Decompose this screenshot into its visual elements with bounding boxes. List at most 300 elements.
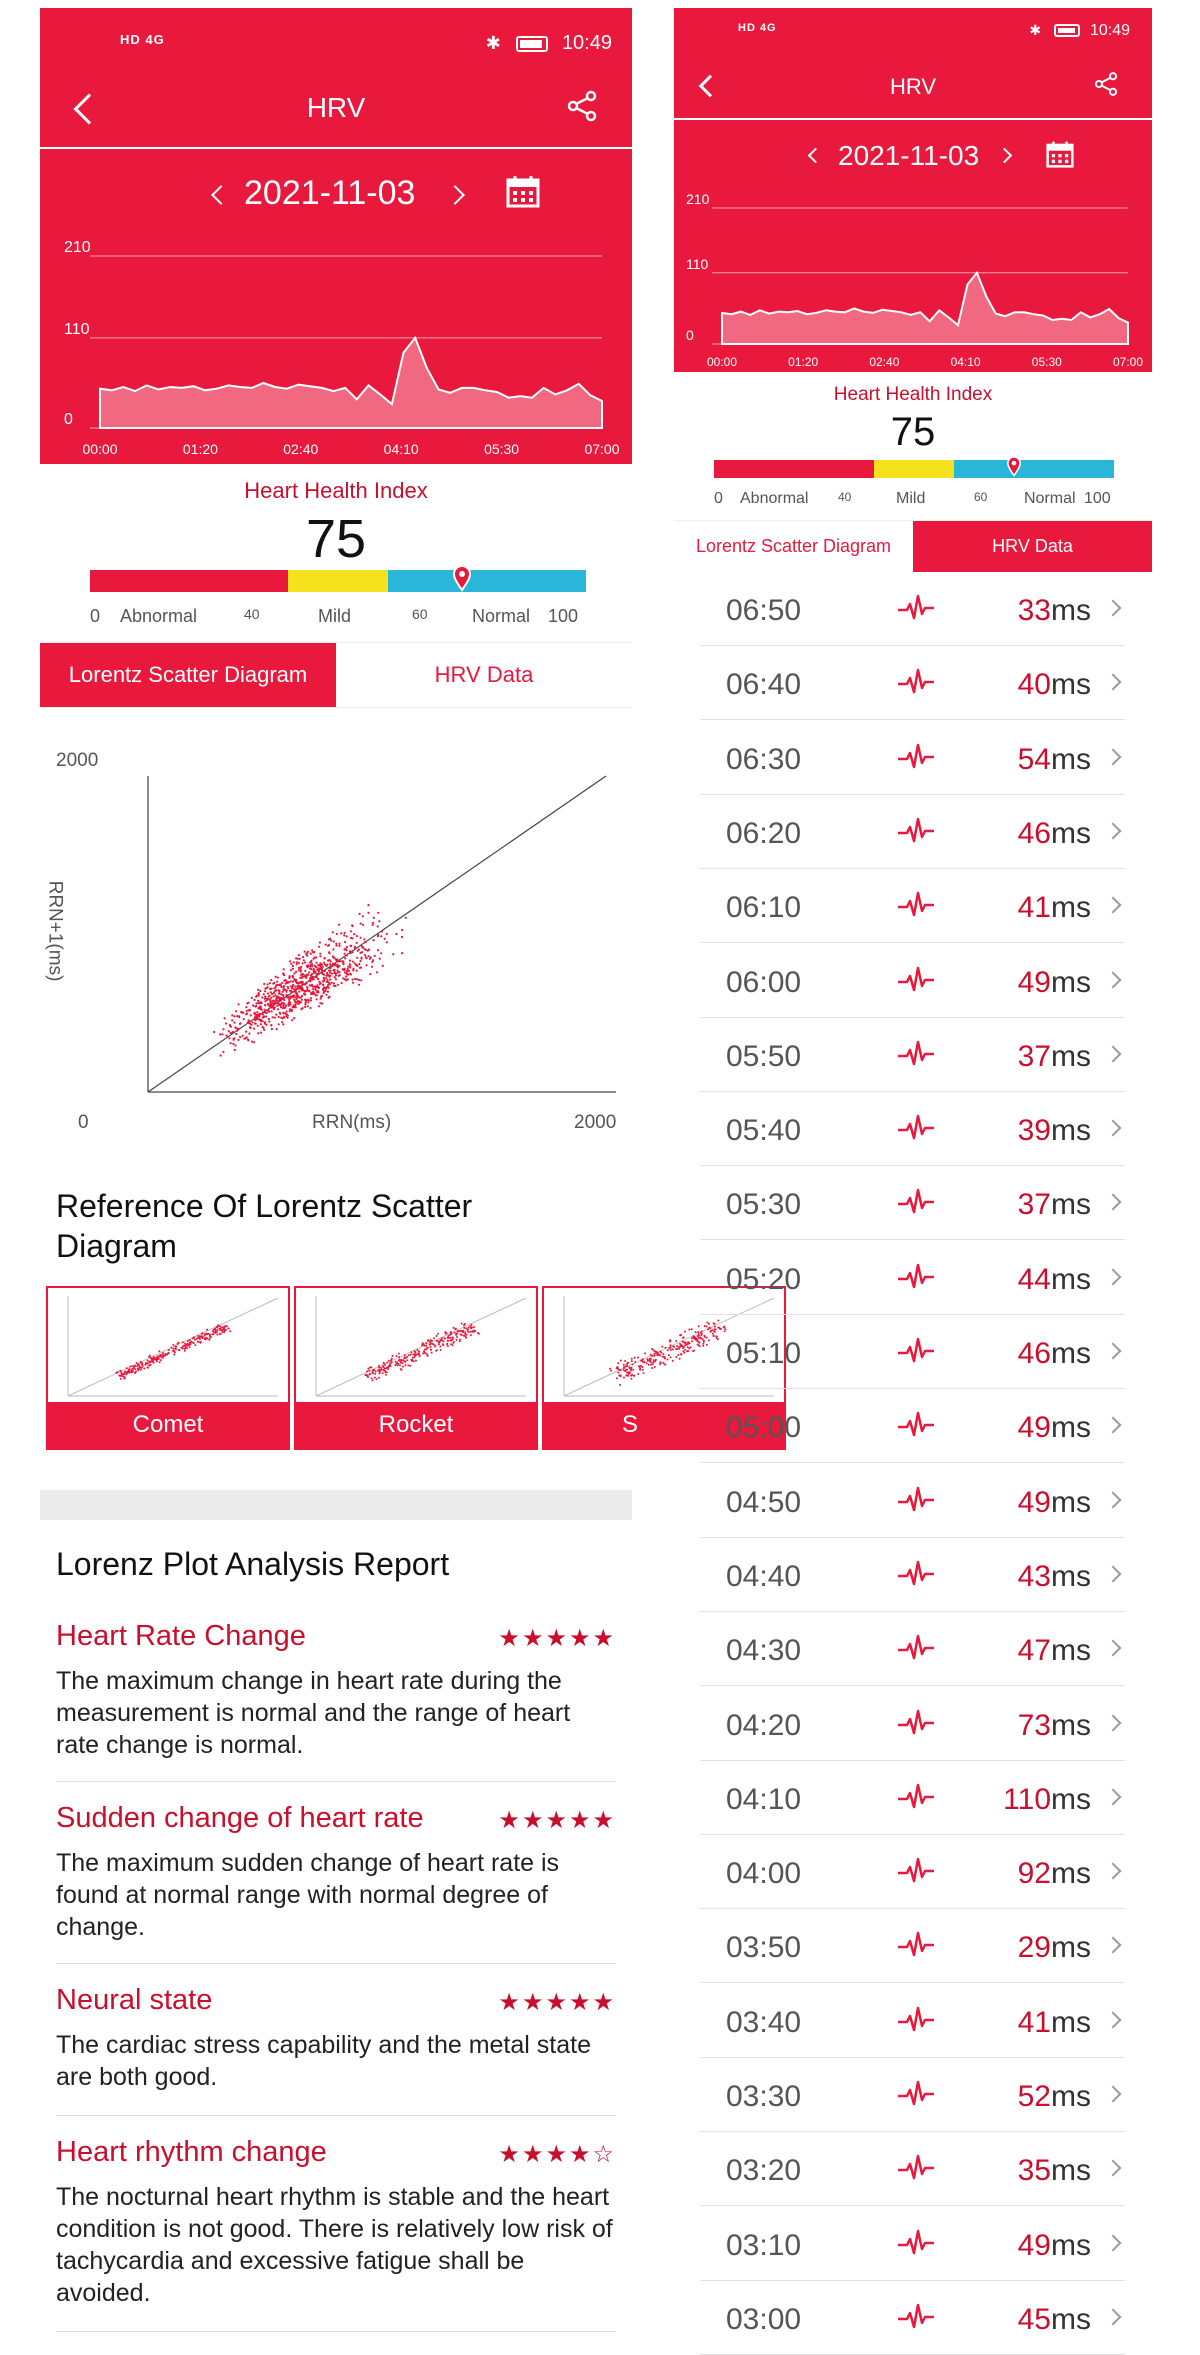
chevron-right-icon [1105,2086,1122,2103]
scatter-point [255,996,257,998]
scatter-point [269,982,271,984]
scatter-point [289,960,291,962]
pattern-point [624,1360,626,1362]
scatter-point [299,958,301,960]
scatter-point [271,1002,273,1004]
scatter-point [307,1001,309,1003]
report-item-title: Heart Rate Change [56,1620,306,1652]
scatter-point [284,1012,286,1014]
report-item-title: Heart rhythm change [56,2136,327,2168]
pattern-point [202,1332,204,1334]
prev-date-button[interactable] [804,144,828,168]
hrv-data-row[interactable] [700,1835,1125,1909]
pattern-point [390,1359,392,1361]
tab-lorentz-scatter[interactable]: Lorentz Scatter Diagram [674,521,913,572]
row-value-unit: ms [1051,1559,1091,1593]
pattern-point [216,1334,218,1336]
scatter-point [251,997,253,999]
pattern-point [185,1345,187,1347]
scatter-point [246,1012,248,1014]
chevron-right-icon [1105,600,1122,617]
report-item [56,1802,616,1964]
scatter-point [344,957,346,959]
scatter-point [253,1012,255,1014]
scatter-point [312,986,314,988]
scatter-point [367,904,369,906]
scatter-point [341,982,343,984]
pattern-point [171,1347,173,1349]
scatter-point [270,997,272,999]
hrv-data-row[interactable] [700,944,1125,1018]
pattern-point [206,1333,208,1335]
pattern-point [185,1344,187,1346]
row-value-number: 73 [1017,1708,1051,1742]
hrv-data-row[interactable] [700,1464,1125,1538]
pattern-point [215,1331,217,1333]
scatter-point [317,978,319,980]
row-time: 06:40 [726,668,802,702]
scatter-point [292,981,294,983]
scatter-point [309,961,311,963]
scatter-point [378,920,380,922]
chevron-right-icon [1105,1863,1122,1880]
hrv-data-row[interactable] [700,1092,1125,1166]
report-item-title: Neural state [56,1984,213,2016]
scatter-point [231,1014,233,1016]
status-bar [674,0,1152,80]
pattern-point [388,1360,390,1362]
pattern-point [129,1366,131,1368]
scatter-point [337,960,339,962]
pattern-point [444,1338,446,1340]
pattern-point [417,1349,419,1351]
scatter-point [345,975,347,977]
scatter-point [304,1003,306,1005]
pattern-point [435,1350,437,1352]
scatter-point [298,962,300,964]
report-item-text: The maximum sudden change of heart rate is found at normal range with normal degree of change. [56,1849,560,1941]
scatter-point [336,964,338,966]
scatter-point [307,973,309,975]
row-value-unit: ms [1051,816,1091,850]
hrv-data-row[interactable] [700,1612,1125,1686]
scatter-point [315,976,317,978]
prev-date-button[interactable] [206,180,236,210]
scatter-point [349,945,351,947]
pattern-point [407,1364,409,1366]
scatter-point [401,929,403,931]
heartbeat-icon [898,1263,934,1293]
scatter-point [297,985,299,987]
scatter-point [285,983,287,985]
row-value-number: 29 [1017,1931,1051,1965]
row-value-unit: ms [1051,1782,1091,1816]
pattern-point [200,1342,202,1344]
pattern-point [459,1339,461,1341]
pattern-point [450,1339,452,1341]
scatter-point [320,998,322,1000]
pattern-point [197,1337,199,1339]
tab-hrv-data[interactable]: HRV Data [336,643,632,707]
scatter-point [230,1042,232,1044]
row-value-number: 47 [1017,1634,1051,1668]
scatter-point [314,965,316,967]
scatter-point [283,980,285,982]
share-button[interactable] [564,88,600,124]
share-icon [1092,70,1120,98]
scatter-point [282,1007,284,1009]
pattern-point [164,1354,166,1356]
pattern-point [140,1369,142,1371]
page-title: HRV [306,92,366,123]
pattern-point [639,1368,641,1370]
pattern-point [184,1350,186,1352]
scale-label-100: 100 [1084,490,1111,507]
row-value-unit: ms [1051,2080,1091,2113]
scatter-point [342,960,344,962]
pattern-point [661,1346,663,1348]
heartbeat-icon [898,743,934,773]
scatter-y-label: RRN+1(ms) [44,880,66,982]
pattern-point [119,1375,121,1377]
hrv-data-row[interactable] [700,646,1125,720]
scatter-origin: 0 [78,1112,89,1133]
scatter-point [255,1023,257,1025]
scatter-point [248,1009,250,1011]
hrv-data-row[interactable] [700,1241,1125,1315]
row-time: 05:10 [726,1337,802,1370]
pattern-point [141,1367,143,1369]
row-value-unit: ms [1051,1485,1091,1519]
scatter-point [329,967,331,969]
pattern-point [127,1372,129,1374]
pattern-point [366,1370,368,1372]
pattern-point [433,1337,435,1339]
row-value [1018,966,1091,1000]
scatter-point [343,968,345,970]
scatter-point [263,993,265,995]
scatter-point [316,998,318,1000]
scatter-point [286,996,288,998]
scatter-point [235,1010,237,1012]
reference-card-label: S [544,1402,784,1448]
pattern-point [650,1361,652,1363]
hrv-data-row[interactable] [700,1761,1125,1835]
row-time: 05:20 [726,1262,802,1296]
pattern-point [415,1360,417,1362]
hrv-data-row[interactable] [700,1018,1125,1092]
pattern-point [455,1328,457,1330]
hrv-data-row[interactable] [700,2132,1125,2206]
scatter-point [242,1011,244,1013]
hrv-data-row[interactable] [700,1909,1125,1983]
hrv-data-row[interactable] [700,1389,1125,1463]
heartbeat-icon [898,1783,934,1813]
scatter-point [354,947,356,949]
pattern-point [461,1334,463,1336]
row-value [1018,2229,1091,2263]
hrv-data-row[interactable] [700,1166,1125,1240]
pattern-point [457,1330,459,1332]
pattern-point [643,1361,645,1363]
pattern-point [436,1335,438,1337]
scatter-point [309,980,311,982]
scatter-point [319,941,321,943]
row-value [1018,1263,1091,1297]
scatter-point [334,976,336,978]
pattern-point [455,1333,457,1335]
pattern-point [124,1371,126,1373]
scatter-point [291,1009,293,1011]
pattern-point [150,1364,152,1366]
scatter-point [309,1007,311,1009]
pattern-point [654,1366,656,1368]
scatter-point [276,981,278,983]
scatter-point [298,969,300,971]
scatter-point [269,1005,271,1007]
tab-lorentz-scatter[interactable]: Lorentz Scatter Diagram [40,643,336,707]
scatter-point [336,933,338,935]
scatter-point [302,956,304,958]
pattern-point [177,1343,179,1345]
scatter-point [280,986,282,988]
pattern-point [450,1343,452,1345]
pattern-point [669,1341,671,1343]
pattern-point [136,1362,138,1364]
pattern-point [219,1333,221,1335]
hrv-data-row[interactable] [700,1315,1125,1389]
hrv-data-row[interactable] [700,1984,1125,2058]
tab-hrv-data[interactable]: HRV Data [913,521,1152,572]
hrv-data-row[interactable] [700,2058,1125,2132]
reference-carousel[interactable] [46,1286,638,1452]
hrv-data-row[interactable] [700,572,1125,646]
pattern-point [610,1370,612,1372]
pattern-point [630,1368,632,1370]
pattern-point [619,1384,621,1386]
hrv-data-row[interactable] [700,1687,1125,1761]
header-divider [674,118,1152,120]
scatter-point [304,994,306,996]
scatter-point [257,1025,259,1027]
pattern-point [189,1346,191,1348]
scatter-point [338,945,340,947]
scale-label-60: 60 [974,490,988,504]
heartbeat-icon [898,1560,934,1590]
scatter-point [272,1016,274,1018]
scatter-point [327,979,329,981]
scatter-point [323,962,325,964]
scatter-point [293,972,295,974]
date-label[interactable]: 2021-11-03 [838,140,980,171]
scatter-point [347,968,349,970]
scatter-point [262,1020,264,1022]
hrv-data-row[interactable] [700,795,1125,869]
scatter-point [379,958,381,960]
row-time: 04:30 [726,1634,802,1668]
scatter-point [335,974,337,976]
pattern-point [186,1347,188,1349]
heartbeat-icon [898,2154,934,2184]
pattern-point [609,1368,611,1370]
scatter-point [381,930,383,932]
pattern-point [668,1354,670,1356]
scatter-point [276,1028,278,1030]
scatter-point [342,962,344,964]
row-value [1018,2154,1091,2188]
scatter-point [221,1033,223,1035]
row-value [1018,1931,1091,1965]
hrv-data-row[interactable] [700,2207,1125,2281]
scatter-point [307,951,309,953]
scatter-point [257,989,259,991]
pattern-point [446,1343,448,1345]
pattern-point [187,1340,189,1342]
scatter-point [333,985,335,987]
scatter-point [350,930,352,932]
row-value-number: 43 [1017,1559,1051,1593]
scatter-point [312,976,314,978]
hrv-data-row[interactable] [700,2281,1125,2355]
row-value-unit: ms [1051,1188,1091,1222]
status-time: ✱ 10:49 [1029,22,1130,39]
scatter-point [346,954,348,956]
row-value-unit: ms [1051,1039,1091,1073]
pattern-point [384,1364,386,1366]
scatter-points [213,904,407,1057]
y-tick-label: 0 [686,327,694,343]
health-index-value: 75 [890,410,936,454]
pattern-point [425,1352,427,1354]
pattern-point [167,1353,169,1355]
scatter-point [291,1019,293,1021]
pattern-point [447,1336,449,1338]
scatter-point [253,999,255,1001]
scatter-point [250,1027,252,1029]
heartbeat-icon [898,1188,934,1218]
pattern-point [180,1347,182,1349]
scatter-point [320,963,322,965]
scatter-point [326,972,328,974]
row-value-unit: ms [1051,965,1091,999]
scatter-point [331,965,333,967]
scatter-point [290,963,292,965]
pattern-point [144,1364,146,1366]
scatter-point [365,949,367,951]
scatter-point [352,961,354,963]
heartbeat-icon [898,1114,934,1144]
pattern-point [663,1362,665,1364]
scatter-point [273,1008,275,1010]
pattern-point [406,1356,408,1358]
pattern-point [425,1342,427,1344]
chevron-left-icon [808,148,824,164]
pattern-point [623,1366,625,1368]
pattern-point [217,1324,219,1326]
heartbeat-icon [898,966,934,996]
chevron-right-icon [1105,2234,1122,2251]
scatter-point [344,972,346,974]
row-time: 06:50 [726,594,802,627]
next-date-button[interactable] [996,144,1020,168]
scatter-point [277,977,279,979]
calendar-button[interactable] [506,174,540,208]
date-label[interactable]: 2021-11-03 [244,174,416,212]
x-tick-label: 07:00 [1112,355,1144,369]
pattern-point [386,1371,388,1373]
scatter-point [234,1015,236,1017]
pattern-point [228,1328,230,1330]
pattern-point [434,1346,436,1348]
scatter-point [343,934,345,936]
scatter-point [308,971,310,973]
hrv-data-row[interactable] [700,869,1125,943]
scatter-point [233,1022,235,1024]
scatter-point [282,988,284,990]
row-value-unit: ms [1051,1931,1091,1965]
row-value-number: 54 [1017,742,1051,776]
scatter-point [297,1000,299,1002]
pattern-point [663,1356,665,1358]
scatter-point [320,982,322,984]
scatter-point [296,982,298,984]
pattern-point [126,1367,128,1369]
scatter-point [356,970,358,972]
chevron-right-icon [1105,1194,1122,1211]
scatter-point [321,969,323,971]
health-marker-icon [453,566,471,592]
hrv-data-row[interactable] [700,721,1125,795]
pattern-point [173,1354,175,1356]
scatter-point [372,959,374,961]
scatter-point [328,970,330,972]
hrv-data-row[interactable] [700,1538,1125,1612]
pattern-point [642,1358,644,1360]
pattern-point [449,1334,451,1336]
scatter-point [328,987,330,989]
scatter-point [320,995,322,997]
pattern-point [670,1356,672,1358]
pattern-point [418,1351,420,1353]
star-rating-icon: ★★★★★ [498,1989,616,2016]
pattern-point [377,1369,379,1371]
row-value [1018,1560,1091,1594]
heartbeat-icon [898,1040,934,1070]
pattern-point [629,1372,631,1374]
next-date-button[interactable] [444,180,474,210]
scatter-point [338,975,340,977]
reference-card-comet[interactable] [46,1286,290,1450]
scatter-point [315,989,317,991]
calendar-button[interactable] [1046,140,1076,170]
row-value-unit: ms [1051,891,1091,925]
pattern-point [369,1374,371,1376]
scatter-point [296,961,298,963]
share-button[interactable] [1092,70,1122,100]
scatter-point [293,999,295,1001]
y-tick-label: 110 [64,320,90,338]
pattern-point [370,1366,372,1368]
scatter-point [358,979,360,981]
heartbeat-icon [898,2229,934,2259]
row-value-number: 45 [1017,2302,1051,2336]
scatter-point [362,924,364,926]
scale-label-abnormal: Abnormal [120,606,198,626]
scatter-point [220,1054,222,1056]
reference-card-rocket[interactable] [294,1286,538,1450]
pattern-point [387,1368,389,1370]
scatter-point [293,988,295,990]
